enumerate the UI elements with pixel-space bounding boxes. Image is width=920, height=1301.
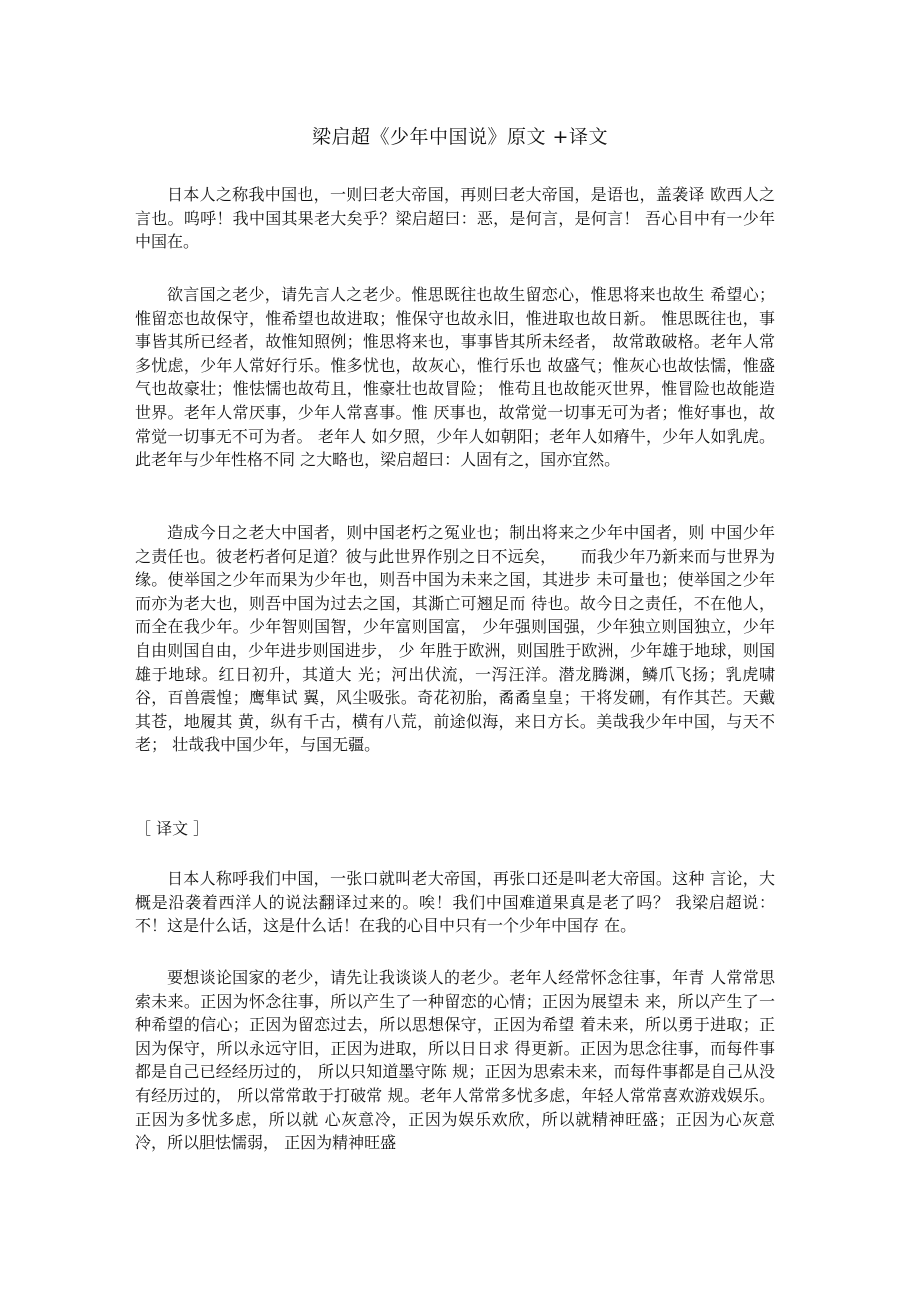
- document-title: 梁启超《少年中国说》原文 +译文: [312, 126, 608, 148]
- translation-paragraph-2: 要想谈论国家的老少，请先让我谈谈人的老少。老年人经常怀念往事，年青 人常常思索未来。正因为怀念往事，所以产生了一种留恋的心情；正因为展望未 来，所以产生了一种希望的信心；正因为留恋过去，所以思想保守，正因为希望 着未来，所以勇于进取；正因为保守，所以永远守旧，正因为进取，所以日日求 得更新。正因为思念往事，而每件事都是自己已经经历过的， 所以只知道墨守陈 规；正因为思索未来，而每件事都是自己从没有经历过的， 所以常常敢于打破常 规。老年人常常多忧多虑，年轻人常常喜欢游戏娱乐。正因为多忧多虑，所以就 心灰意冷，正因为娱乐欢欣，所以就精神旺盛；正因为心灰意冷，所以胆怯懦弱， 正因为精神旺盛: [135, 968, 775, 1153]
- translation-heading: ［ 译文 ］: [135, 819, 210, 838]
- original-paragraph-1: 日本人之称我中国也，一则曰老大帝国，再则曰老大帝国，是语也，盖袭译 欧西人之言也。呜呼！我中国其果老大矣乎？梁启超曰：恶，是何言，是何言！ 吾心目中有一少年中国在。: [135, 185, 775, 252]
- original-paragraph-2: 欲言国之老少，请先言人之老少。惟思既往也故生留恋心，惟思将来也故生 希望心；惟留恋也故保守，惟希望也故进取；惟保守也故永旧，惟进取也故日新。 惟思既往也，事事皆其所已经者，故惟知照例；惟思将来也，事事皆其所未经者， 故常敢破格。老年人常多忧虑，少年人常好行乐。惟多忧也，故灰心，惟行乐也 故盛气；惟灰心也故怯懦，惟盛气也故豪壮；惟怯懦也故苟且，惟豪壮也故冒险； 惟苟且也故能灭世界，惟冒险也故能造世界。老年人常厌事，少年人常喜事。惟 厌事也，故常觉一切事无可为者；惟好事也，故常觉一切事无不可为者。 老年人 如夕照，少年人如朝阳；老年人如瘠牛，少年人如乳虎。此老年与少年性格不同 之大略也，梁启超曰：人固有之，国亦宜然。: [135, 285, 775, 470]
- translation-paragraph-1: 日本人称呼我们中国，一张口就叫老大帝国，再张口还是叫老大帝国。这种 言论，大概是沿袭着西洋人的说法翻译过来的。唉！我们中国难道果真是老了吗？ 我梁启超说：不！这是什么话，这是什么话！在我的心目中只有一个少年中国存 在。: [135, 869, 775, 936]
- original-paragraph-3: 造成今日之老大中国者，则中国老朽之冤业也；制出将来之少年中国者，则 中国少年之责任也。彼老朽者何足道？彼与此世界作别之日不远矣， 而我少年乃新来而与世界为缘。使举国之少年而果为少年也，则吾中国为未来之国，其进步 未可量也；使举国之少年而亦为老大也，则吾中国为过去之国，其澌亡可翘足而 待也。故今日之责任，不在他人，而全在我少年。少年智则国智，少年富则国富， 少年强则国强，少年独立则国独立，少年自由则国自由，少年进步则国进步， 少 年胜于欧洲，则国胜于欧洲，少年雄于地球，则国雄于地球。红日初升，其道大 光；河出伏流，一泻汪洋。潜龙腾渊，鳞爪飞扬；乳虎啸谷，百兽震惶；鹰隼试 翼，风尘吸张。奇花初胎，矞矞皇皇；干将发硎，有作其芒。天戴其苍，地履其 黄，纵有千古，横有八荒，前途似海，来日方长。美哉我少年中国，与天不老； 壮哉我中国少年，与国无疆。: [135, 523, 775, 755]
